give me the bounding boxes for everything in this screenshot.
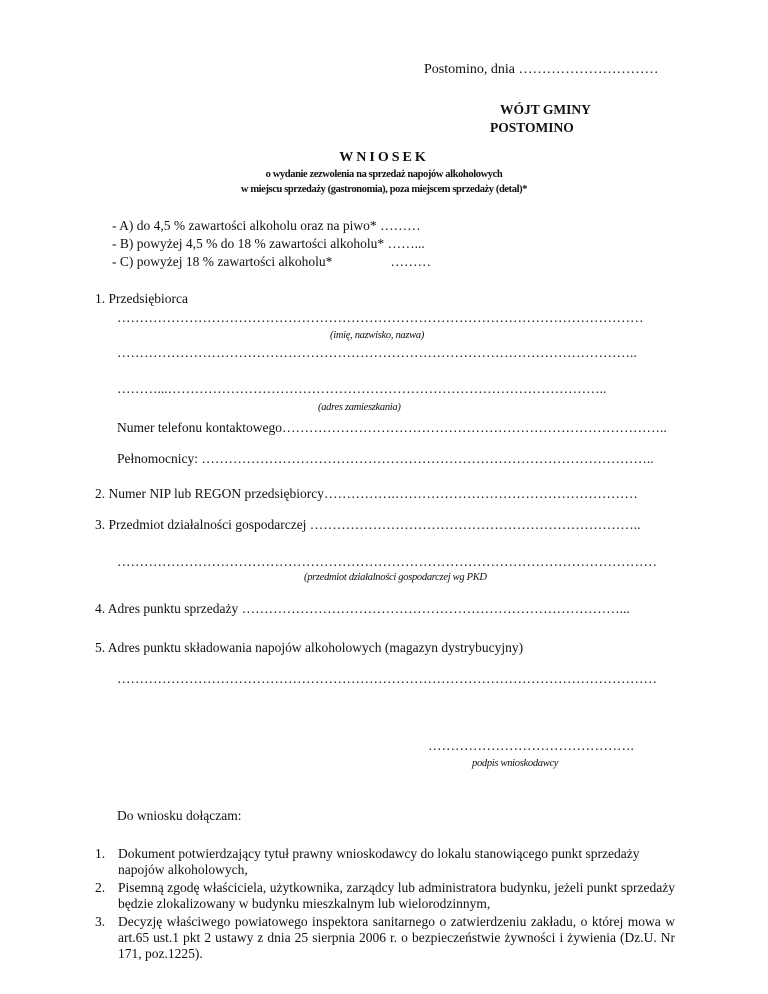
- name-hint: (imię, nazwisko, nazwa): [330, 330, 425, 341]
- attachment-item-2: 2. Pisemną zgodę właściciela, użytkownika, zarządcy lub administratora budynku, jeżeli punkt sprzedaży będzie zlokalizowany w budynku mieszkalnym lub wielorodzinnym,: [95, 880, 675, 911]
- option-a: - A) do 4,5 % zawartości alkoholu oraz na piwo* ………: [112, 218, 421, 233]
- section-1-label: 1. Przedsiębiorca: [95, 291, 188, 306]
- document-subtitle-1: o wydanie zezwolenia na sprzedaż napojów alkoholowych: [265, 169, 503, 180]
- phone-field[interactable]: Numer telefonu kontaktowego…………………………………………………………………………..: [117, 420, 667, 435]
- entrepreneur-line-2[interactable]: ……………………………………………………………………………………………………..: [117, 345, 637, 360]
- proxies-field[interactable]: Pełnomocnicy: ………………………………………………………………………………………..: [117, 451, 654, 466]
- address-line[interactable]: ………...……………………………………………………………………………………..: [117, 381, 607, 396]
- addressee-line-1: WÓJT GMINY: [500, 102, 591, 117]
- attachment-item-1: 1. Dokument potwierdzający tytuł prawny wnioskodawcy do lokalu stanowiącego punkt sprzedaży napojów alkoholowych,: [95, 846, 640, 877]
- storage-address-line[interactable]: …………………………………………………………………………………………………………: [117, 671, 657, 686]
- entrepreneur-name-line[interactable]: ………………………………………………………………………………………………………: [117, 310, 644, 325]
- document-title: WNIOSEK: [339, 150, 429, 165]
- place-date-line: Postomino, dnia …………………………: [424, 62, 659, 77]
- business-activity-line[interactable]: …………………………………………………………………………………………………………: [117, 554, 657, 569]
- section-4-sales-address[interactable]: 4. Adres punktu sprzedaży …………………………………………………………………………...: [95, 601, 630, 616]
- option-b: - B) powyżej 4,5 % do 18 % zawartości alkoholu* ……...: [112, 236, 425, 251]
- section-5-storage-address: 5. Adres punktu składowania napojów alkoholowych (magazyn dystrybucyjny): [95, 640, 524, 655]
- pkd-hint: (przedmiot działalności gospodarczej wg PKD: [304, 572, 487, 583]
- signature-label: podpis wnioskodawcy: [472, 758, 559, 769]
- section-2-nip-regon[interactable]: 2. Numer NIP lub REGON przedsiębiorcy…………….………………………………………………: [95, 486, 638, 501]
- attachments-heading: Do wniosku dołączam:: [117, 808, 242, 823]
- address-hint: (adres zamieszkania): [318, 402, 401, 413]
- section-3-business-activity[interactable]: 3. Przedmiot działalności gospodarczej ………………………………………………………………..: [95, 517, 641, 532]
- attachment-item-3: 3. Decyzję właściwego powiatowego inspektora sanitarnego o zatwierdzeniu zakładu, o której mowa w art.65 ust.1 pkt 2 ustawy z dnia 25 sierpnia 2006 r. o bezpieczeństwie żywności i żywienia (Dz.U. Nr 171, poz.1225).: [95, 914, 675, 961]
- signature-line[interactable]: ……………………………………….: [428, 738, 634, 753]
- option-c: - C) powyżej 18 % zawartości alkoholu* ………: [112, 254, 431, 269]
- addressee-line-2: POSTOMINO: [490, 120, 574, 135]
- document-subtitle-2: w miejscu sprzedaży (gastronomia), poza miejscem sprzedaży (detal)*: [240, 184, 528, 195]
